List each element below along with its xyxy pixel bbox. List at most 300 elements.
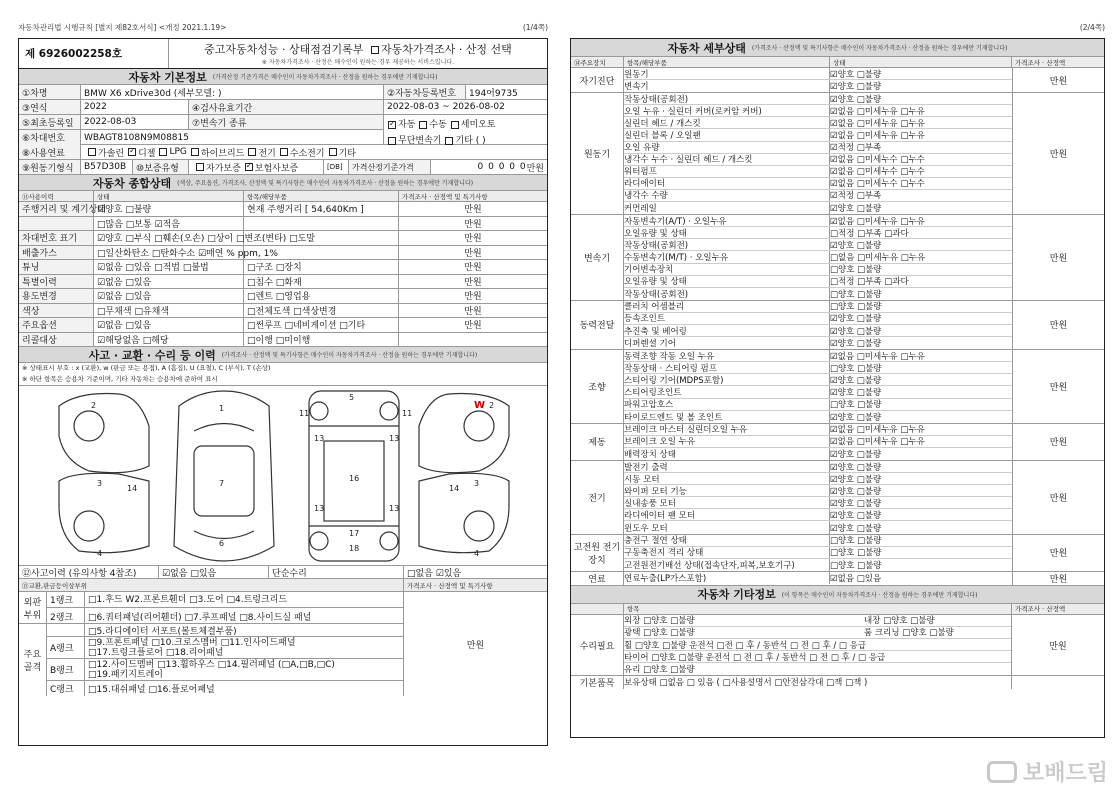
detail-item-status: ☑없음 □미세누유 □누유 bbox=[830, 131, 925, 142]
engine-type-value: B57D30B bbox=[81, 160, 133, 174]
trans-cvt-label: 무단변속기 bbox=[398, 136, 442, 146]
summary-item-status: □무채색 □유채색 bbox=[94, 304, 244, 318]
detail-item-part: 작동상태(공회전) bbox=[624, 93, 830, 104]
rank1-items: □1.후드 W2.프론트휀더 □3.도어 □4.트렁크리드 bbox=[88, 594, 288, 605]
base-price-label: 가격산정기준가격 bbox=[349, 160, 431, 174]
svg-text:4: 4 bbox=[474, 549, 480, 558]
detail-item-status: ☑없음 □미세누유 □누유 bbox=[830, 351, 925, 362]
summary-row bbox=[19, 304, 547, 319]
detail-group bbox=[571, 301, 1104, 350]
detail-item-part: 와이퍼 모터 기능 bbox=[624, 485, 830, 496]
detail-item-status: □양호 □불량 bbox=[830, 560, 882, 571]
detail-item-part: 수동변속기(M/T) · 오일누유 bbox=[624, 251, 830, 262]
detail-item-part: 충전구 절연 상태 bbox=[624, 535, 830, 546]
detail-item-status: ☑없음 □있음 bbox=[830, 573, 882, 584]
detail-item bbox=[624, 411, 1012, 423]
summary-item-part bbox=[244, 231, 399, 245]
rankB-label: B랭크 bbox=[47, 659, 85, 680]
summary-heading: 자동차 종합상태 bbox=[92, 176, 172, 190]
rankB-items: □12.사이드멤버 □13.휠하우스 □14.필러패널 (□A,□B,□C) bbox=[88, 659, 335, 670]
repair-price: 만원 bbox=[1049, 641, 1067, 652]
detail-item-part: 고전원전기배선 상태(접속단자,피복,보호기구) bbox=[624, 559, 830, 571]
rankA-label: A랭크 bbox=[47, 637, 85, 658]
detail-item bbox=[624, 350, 1012, 362]
detail-item bbox=[624, 461, 1012, 473]
summary-item-price: 만원 bbox=[464, 234, 482, 245]
detail-item-part: 작동상태(공회전) bbox=[624, 288, 830, 300]
detail-item bbox=[624, 190, 1012, 202]
detail-item bbox=[624, 362, 1012, 374]
svg-text:5: 5 bbox=[349, 393, 355, 402]
detail-item-part: 추진축 및 베어링 bbox=[624, 325, 830, 336]
detail-item-part: 변속기 bbox=[624, 80, 830, 92]
rankB-items-2: □19.패키지트레이 bbox=[88, 669, 163, 680]
summary-col-status: 상태 bbox=[94, 191, 244, 201]
detail-item-status: ☑없음 □미세누수 □누수 bbox=[830, 155, 925, 166]
summary-item-status: ☑없음 □있음 bbox=[94, 275, 244, 289]
trans-semi-checkbox[interactable] bbox=[451, 121, 459, 129]
detail-group bbox=[571, 424, 1104, 461]
detail-col-device: ⑭주요장치 bbox=[571, 57, 624, 67]
warranty-db: [DB] bbox=[324, 160, 349, 174]
summary-row bbox=[19, 333, 547, 348]
detail-item-status: □양호 □불량 bbox=[830, 302, 882, 313]
outer-panel-label: 외판 부위 bbox=[19, 592, 47, 623]
watermark-text: 보배드림 bbox=[1022, 761, 1108, 786]
detail-group-price: 만원 bbox=[1049, 493, 1068, 504]
fuel-other-label: 기타 bbox=[338, 148, 356, 159]
summary-item-price: 만원 bbox=[464, 277, 482, 288]
watermark-logo-icon bbox=[987, 761, 1017, 783]
detail-item-part: 클러치 어셈블리 bbox=[624, 301, 830, 312]
svg-text:18: 18 bbox=[349, 544, 360, 553]
svg-text:16: 16 bbox=[349, 474, 360, 483]
detail-item bbox=[624, 129, 1012, 141]
detail-item-part: 커먼레일 bbox=[624, 202, 830, 214]
warranty-insurer-checkbox[interactable] bbox=[245, 163, 253, 171]
summary-row bbox=[19, 246, 547, 261]
fuel-electric-checkbox[interactable] bbox=[248, 148, 256, 156]
detail-group-price: 만원 bbox=[1049, 382, 1068, 393]
trans-cvt-checkbox[interactable] bbox=[388, 137, 396, 145]
detail-groups bbox=[571, 68, 1104, 586]
detail-item bbox=[624, 485, 1012, 497]
detail-group-name: 제동 bbox=[571, 424, 624, 460]
summary-item-name: 차대번호 표기 bbox=[19, 231, 94, 245]
summary-item-name: 주행거리 및 계기상태 bbox=[19, 202, 94, 216]
detail-item-part: 오일 유량 bbox=[624, 142, 830, 153]
detail-group-price: 만원 bbox=[1049, 76, 1068, 87]
detail-item bbox=[624, 374, 1012, 386]
detail-group bbox=[571, 93, 1104, 215]
year-label: ③연식 bbox=[19, 100, 81, 114]
detail-form bbox=[570, 38, 1105, 738]
summary-row bbox=[19, 217, 547, 232]
detail-item bbox=[624, 424, 1012, 436]
summary-item-name: 용도변경 bbox=[19, 289, 94, 303]
fuel-diesel-label: 디젤 bbox=[138, 148, 156, 159]
svg-text:2: 2 bbox=[489, 401, 495, 410]
svg-text:13: 13 bbox=[314, 434, 325, 443]
fuel-gasoline-checkbox[interactable] bbox=[88, 148, 96, 156]
detail-item-status: ☑양호 □불량 bbox=[830, 240, 882, 251]
inspection-form bbox=[18, 38, 548, 746]
other-col-price: 가격조사 · 산정액 bbox=[1015, 605, 1066, 614]
svg-text:13: 13 bbox=[314, 504, 325, 513]
detail-col-part: 항목/해당부품 bbox=[624, 57, 830, 67]
year-value: 2022 bbox=[81, 100, 189, 114]
detail-group bbox=[571, 461, 1104, 535]
detail-item-part: 디퍼렌셜 기어 bbox=[624, 337, 830, 349]
detail-item bbox=[624, 251, 1012, 263]
detail-item bbox=[624, 497, 1012, 509]
detail-item bbox=[624, 572, 1012, 584]
summary-item-price: 만원 bbox=[464, 263, 482, 274]
detail-group-name: 원동기 bbox=[571, 93, 624, 214]
base-price-unit: 만원 bbox=[526, 163, 544, 174]
valid-period-value: 2022-08-03 ~ 2026-08-02 bbox=[387, 102, 505, 112]
rank1-extra: □5.라디에이터 서포트(볼트체결부품) bbox=[88, 626, 237, 637]
accident-history-label: ⑫사고이력 (유의사항 4참조) bbox=[19, 566, 159, 578]
detail-note: (가격조사 · 산정액 및 특기사항은 매수인이 자동차가격조사 · 산정을 원하는 경우에만 기재합니다) bbox=[751, 45, 1008, 52]
fuel-electric-label: 전기 bbox=[258, 148, 276, 159]
detail-item-part: 라디에이터 bbox=[624, 178, 830, 189]
detail-item bbox=[624, 313, 1012, 325]
summary-item-name bbox=[19, 217, 94, 231]
base-price-value: 0 0 0 0 0 bbox=[477, 162, 527, 172]
fuel-hybrid-checkbox[interactable] bbox=[191, 148, 199, 156]
summary-item-part: □침수 □화재 bbox=[244, 275, 399, 289]
detail-item bbox=[624, 399, 1012, 411]
summary-item-name: 주요옵션 bbox=[19, 318, 94, 332]
detail-item bbox=[624, 105, 1012, 117]
detail-item-status: ☑양호 □불량 bbox=[830, 449, 882, 460]
car-name-label: ①차명 bbox=[19, 85, 81, 99]
summary-item-part bbox=[244, 246, 399, 260]
svg-text:11: 11 bbox=[402, 409, 413, 418]
glass-status: 유리 □양호 □불량 bbox=[624, 665, 695, 676]
rankC-label: C랭크 bbox=[47, 681, 85, 696]
detail-item bbox=[624, 178, 1012, 190]
fuel-hydrogen-checkbox[interactable] bbox=[280, 148, 288, 156]
summary-item-price: 만원 bbox=[464, 219, 482, 230]
detail-item bbox=[624, 142, 1012, 154]
detail-item-part: 워터펌프 bbox=[624, 166, 830, 177]
fuel-diesel-checkbox[interactable] bbox=[128, 148, 136, 156]
summary-item-part: □썬루프 □네비게이션 □기타 bbox=[244, 318, 399, 332]
svg-text:14: 14 bbox=[449, 484, 460, 493]
detail-item bbox=[624, 264, 1012, 276]
detail-item-status: ☑없음 □미세누유 □누유 bbox=[830, 437, 925, 448]
detail-group-name: 동력전달 bbox=[571, 301, 624, 349]
detail-group-price: 만원 bbox=[1049, 150, 1068, 161]
detail-item-part: 자동변속기(A/T) · 오일누유 bbox=[624, 215, 830, 226]
summary-item-status: ☑없음 □있음 bbox=[94, 318, 244, 332]
detail-group-name: 연료 bbox=[571, 572, 624, 585]
detail-group-name: 조향 bbox=[571, 350, 624, 423]
detail-item-part: 파워고압호스 bbox=[624, 399, 830, 410]
detail-item-status: ☑양호 □불량 bbox=[830, 498, 882, 509]
detail-item-status: ☑양호 □불량 bbox=[830, 69, 882, 80]
detail-item bbox=[624, 473, 1012, 485]
basic-info-heading: 자동차 기본정보 bbox=[128, 70, 207, 84]
detail-item-status: ☑양호 □불량 bbox=[830, 339, 882, 350]
detail-item bbox=[624, 547, 1012, 559]
detail-item-status: □양호 □불량 bbox=[830, 289, 882, 300]
detail-group-price: 만원 bbox=[1049, 574, 1068, 585]
detail-item-part: 연료누출(LP가스포함) bbox=[624, 572, 830, 584]
detail-col-status: 상태 bbox=[830, 57, 1012, 67]
title-note: ※ 자동차가격조사 · 산정은 매수인이 원하는 경우 제공하는 서비스입니다. bbox=[261, 59, 455, 66]
fuel-lpg-checkbox[interactable] bbox=[159, 148, 167, 156]
page-number: (1/4쪽) bbox=[522, 23, 548, 32]
trans-manual-label: 수동 bbox=[429, 120, 447, 130]
detail-item-part: 스티어링 기어(MDPS포함) bbox=[624, 374, 830, 385]
svg-text:14: 14 bbox=[127, 484, 138, 493]
detail-item-status: ☑양호 □불량 bbox=[830, 94, 882, 105]
detail-item-part: 등속조인트 bbox=[624, 313, 830, 324]
summary-item-price bbox=[399, 333, 547, 347]
simple-repair-value: □없음 ☑있음 bbox=[407, 568, 462, 579]
detail-item-part: 냉각수 누수 · 실린더 헤드 / 개스킷 bbox=[624, 154, 830, 165]
detail-item bbox=[624, 215, 1012, 227]
detail-item-status: □양호 □불량 bbox=[830, 400, 882, 411]
warranty-self-checkbox[interactable] bbox=[196, 163, 204, 171]
rankC-items: □15.대쉬패널 □16.플로어패널 bbox=[88, 685, 215, 695]
svg-text:6: 6 bbox=[219, 539, 225, 548]
detail-item-part: 실린더 헤드 / 개스킷 bbox=[624, 117, 830, 128]
detail-group-name: 고전원 전기장치 bbox=[571, 535, 624, 571]
summary-col-part: 항목/해당부품 bbox=[244, 191, 399, 201]
detail-item bbox=[624, 325, 1012, 337]
summary-item-price: 만원 bbox=[464, 248, 482, 259]
basic-items-label: 기본품목 bbox=[571, 676, 624, 689]
page-number-right: (2/4쪽) bbox=[1079, 23, 1105, 32]
basic-items-status: 보유상태 □없음 □ 있음 ( □사용설명서 □안전삼각대 □잭 □잭 ) bbox=[624, 678, 868, 689]
rank2-label: 2랭크 bbox=[47, 608, 85, 624]
summary-item-price: 만원 bbox=[464, 292, 482, 303]
detail-item-status: □양호 □불량 bbox=[830, 265, 882, 276]
svg-text:4: 4 bbox=[97, 549, 103, 558]
summary-item-part bbox=[244, 217, 399, 231]
detail-item-part: 발전기 출력 bbox=[624, 461, 830, 472]
detail-item-status: ☑없음 □미세누유 □누유 bbox=[830, 425, 925, 436]
summary-item-status: ☑양호 □부식 □훼손(오손) □상이 □변조(변타) □도말 bbox=[94, 231, 244, 245]
detail-item-status: □적정 □부족 □과다 bbox=[830, 277, 909, 288]
summary-item-price: 만원 bbox=[464, 205, 482, 216]
detail-item bbox=[624, 117, 1012, 129]
detail-item bbox=[624, 93, 1012, 105]
fuel-gasoline-label: 가솔린 bbox=[98, 148, 125, 159]
detail-item-status: ☑없음 □미세누유 □누유 bbox=[830, 216, 925, 227]
detail-item bbox=[624, 521, 1012, 533]
detail-item-status: ☑양호 □불량 bbox=[830, 510, 882, 521]
summary-item-price: 만원 bbox=[464, 306, 482, 317]
form-title: 중고자동차성능 · 상태점검기록부 bbox=[204, 43, 364, 56]
warranty-insurer-label: 보험사보증 bbox=[254, 163, 299, 174]
accident-note: (가격조사 · 산정액 및 특기사항은 매수인이 자동차가격조사 · 산정을 원하는 경우에만 기재합니다) bbox=[221, 352, 478, 359]
fuel-other-checkbox[interactable] bbox=[329, 148, 337, 156]
vin-label: ⑥차대번호 bbox=[19, 130, 81, 145]
detail-group bbox=[571, 350, 1104, 424]
legend-note: ※ 하단 항목은 승용차 기준이며, 기타 자동차는 승용차에 준하여 표시 bbox=[19, 374, 547, 386]
vin-value: WBAGT8108N9M08815 bbox=[84, 132, 189, 143]
detail-item bbox=[624, 202, 1012, 214]
detail-item bbox=[624, 68, 1012, 80]
summary-item-status: ☑양호 □불량 bbox=[94, 202, 244, 216]
warranty-label: ⑩보증유형 bbox=[133, 160, 189, 174]
detail-item bbox=[624, 166, 1012, 178]
detail-item-part: 실린더 블록 / 오일팬 bbox=[624, 129, 830, 140]
fuel-hybrid-label: 하이브리드 bbox=[200, 148, 245, 159]
parts-table bbox=[19, 592, 547, 696]
detail-item bbox=[624, 337, 1012, 349]
detail-item-part: 동력조향 작동 오일 누유 bbox=[624, 350, 830, 361]
svg-text:3: 3 bbox=[474, 479, 480, 488]
summary-row bbox=[19, 275, 547, 290]
fuel-label: ⑧사용연료 bbox=[19, 145, 81, 159]
cleaning-status: 룸 크리닝 □양호 □불량 bbox=[864, 628, 954, 639]
detail-item-status: ☑양호 □불량 bbox=[830, 204, 882, 215]
detail-item-status: ☑양호 □불량 bbox=[830, 474, 882, 485]
detail-item-part: 시동 모터 bbox=[624, 473, 830, 484]
detail-item-part: 오일 누유 · 실린더 커버(로커암 커버) bbox=[624, 105, 830, 116]
fuel-hydrogen-label: 수소전기 bbox=[289, 148, 325, 159]
detail-item-status: □적정 □부족 □과다 bbox=[830, 228, 909, 239]
parts-label: ⑬교환,판금등이상부위 bbox=[19, 579, 404, 591]
detail-item bbox=[624, 227, 1012, 239]
svg-text:11: 11 bbox=[299, 409, 310, 418]
summary-item-name: 리콜대상 bbox=[19, 333, 94, 347]
detail-item-part: 작동상태 · 스티어링 펌프 bbox=[624, 362, 830, 373]
detail-item-status: □양호 □불량 bbox=[830, 548, 882, 559]
accident-history-value: ☑없음 □있음 bbox=[159, 566, 269, 578]
detail-item bbox=[624, 448, 1012, 460]
damage-mark-w: W bbox=[474, 400, 486, 411]
wheel-status: 휠 □양호 □불량 운전석 □전 □ 후 / 동반석 □ 전 □ 후 / □ 응급 bbox=[624, 640, 867, 651]
other-note: (이 항목은 매수인이 자동차가격조사 · 산정을 원하는 경우에만 기재합니다) bbox=[781, 591, 978, 599]
svg-text:17: 17 bbox=[349, 529, 360, 538]
detail-item-status: ☑양호 □불량 bbox=[830, 523, 882, 534]
summary-row bbox=[19, 202, 547, 217]
svg-text:2: 2 bbox=[91, 401, 97, 410]
detail-group bbox=[571, 572, 1104, 586]
parts-price-value: 만원 bbox=[466, 640, 485, 651]
first-reg-label: ⑤최초등록일 bbox=[19, 115, 81, 129]
valid-period-label: ④검사유효기간 bbox=[189, 100, 384, 114]
summary-item-name: 배출가스 bbox=[19, 246, 94, 260]
basic-items-row bbox=[571, 676, 1104, 689]
detail-item-part: 구동축전지 격리 상태 bbox=[624, 547, 830, 558]
reg-number-label: ②자동차등록번호 bbox=[384, 85, 466, 99]
simple-repair-label: 단순수리 bbox=[269, 566, 404, 578]
summary-row bbox=[19, 260, 547, 275]
summary-item-status: ☑없음 □있음 □적법 □불법 bbox=[94, 260, 244, 274]
exterior-status: 외장 □양호 □불량 bbox=[624, 616, 695, 627]
detail-item-status: ☑양호 □불량 bbox=[830, 412, 882, 423]
summary-item-part: □전체도색 □색상변경 bbox=[244, 304, 399, 318]
other-col-item: 항목 bbox=[624, 604, 1012, 614]
detail-item bbox=[624, 301, 1012, 313]
interior-status: 내장 □양호 □불량 bbox=[864, 616, 935, 627]
summary-item-status: ☑없음 □있음 bbox=[94, 289, 244, 303]
detail-item bbox=[624, 80, 1012, 92]
detail-group-name: 자기진단 bbox=[571, 68, 624, 92]
summary-item-name: 특별이력 bbox=[19, 275, 94, 289]
detail-item-status: □양호 □불량 bbox=[830, 363, 882, 374]
detail-item-status: ☑양호 □불량 bbox=[830, 326, 882, 337]
trans-auto-checkbox[interactable] bbox=[388, 121, 396, 129]
summary-col-price: 가격조사 · 산정액 및 특기사항 bbox=[402, 192, 488, 201]
summary-item-status: □많음 □보통 ☑적음 bbox=[94, 217, 244, 231]
detail-group-name: 전기 bbox=[571, 461, 624, 534]
price-check-checkbox[interactable] bbox=[371, 46, 379, 54]
detail-item-part: 브레이크 오일 누유 bbox=[624, 436, 830, 447]
trans-manual-checkbox[interactable] bbox=[419, 121, 427, 129]
left-page bbox=[18, 6, 548, 746]
trans-auto-label: 자동 bbox=[398, 120, 416, 130]
first-reg-value: 2022-08-03 bbox=[81, 115, 189, 129]
trans-semi-label: 세미오토 bbox=[460, 120, 496, 130]
detail-item bbox=[624, 535, 1012, 547]
detail-item bbox=[624, 436, 1012, 448]
summary-row bbox=[19, 289, 547, 304]
detail-group-price: 만원 bbox=[1049, 438, 1068, 449]
detail-item-status: ☑양호 □불량 bbox=[830, 387, 882, 398]
detail-item-status: □양호 □불량 bbox=[830, 536, 882, 547]
summary-item-part: □구조 □장치 bbox=[244, 260, 399, 274]
summary-item-name: 색상 bbox=[19, 304, 94, 318]
summary-item-status: ☑해당없음 □해당 bbox=[94, 333, 244, 347]
detail-item-status: ☑없음 □미세누유 □누유 bbox=[830, 106, 925, 117]
detail-item bbox=[624, 559, 1012, 571]
detail-item-part: 윈도우 모터 bbox=[624, 521, 830, 533]
svg-text:13: 13 bbox=[389, 504, 400, 513]
detail-item bbox=[624, 276, 1012, 288]
right-page bbox=[570, 6, 1105, 746]
detail-item-status: ☑양호 □불량 bbox=[830, 82, 882, 93]
summary-item-part: □렌트 □영업용 bbox=[244, 289, 399, 303]
record-number: 제 6926002258호 bbox=[19, 39, 169, 68]
detail-item-status: ☑없음 □미세누수 □누수 bbox=[830, 179, 925, 190]
summary-item-part: 현재 주행거리 [ 54,640Km ] bbox=[244, 202, 399, 216]
detail-item-status: □없음 □미세누유 □누유 bbox=[830, 252, 926, 263]
detail-group bbox=[571, 215, 1104, 301]
detail-item bbox=[624, 509, 1012, 521]
accident-heading: 사고 · 교환 · 수리 등 이력 bbox=[88, 348, 216, 362]
rankA-items: □9.프론트패널 □10.크로스멤버 □11.인사이드패널 bbox=[88, 637, 296, 648]
detail-item-status: ☑양호 □불량 bbox=[830, 462, 882, 473]
car-damage-diagram bbox=[19, 386, 547, 566]
detail-heading: 자동차 세부상태 bbox=[667, 41, 746, 55]
detail-group bbox=[571, 535, 1104, 572]
transmission-label: ⑦변속기 종류 bbox=[189, 115, 383, 129]
detail-group-name: 변속기 bbox=[571, 215, 624, 300]
svg-text:13: 13 bbox=[389, 434, 400, 443]
detail-item-status: ☑없음 □미세누유 □누유 bbox=[830, 118, 925, 129]
detail-item-part: 오일유량 및 상태 bbox=[624, 276, 830, 287]
detail-group-price: 만원 bbox=[1049, 549, 1068, 560]
trans-other-checkbox[interactable] bbox=[445, 137, 453, 145]
tire-status: 타이어 □양호 □불량 운전석 □ 전 □ 후 / 동반석 □ 전 □ 후 / □ 응급 bbox=[624, 652, 886, 663]
detail-item-status: ☑양호 □불량 bbox=[830, 486, 882, 497]
car-outline-diagram bbox=[19, 386, 546, 566]
detail-item-status: ☑적정 □부족 bbox=[830, 143, 882, 154]
detail-item-part: 작동상태(공회전) bbox=[624, 239, 830, 250]
summary-row bbox=[19, 231, 547, 246]
summary-rows bbox=[19, 202, 547, 347]
summary-item-status: □일산화탄소 □탄화수소 ☑매연 % ppm, 1% bbox=[94, 246, 244, 260]
